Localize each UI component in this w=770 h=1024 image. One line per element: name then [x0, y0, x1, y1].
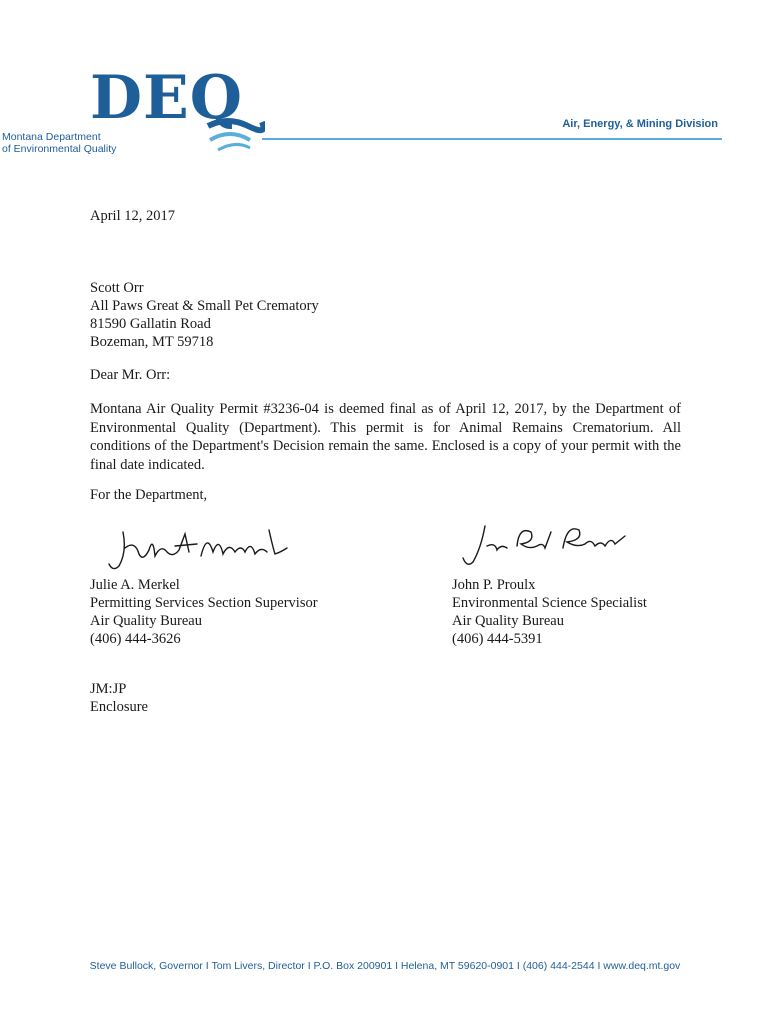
signatory-1-name: Julie A. Merkel: [90, 577, 180, 593]
enclosure-note: Enclosure: [90, 699, 148, 715]
recipient-name: Scott Orr: [90, 280, 144, 296]
signatory-2-title: Environmental Science Specialist: [452, 595, 647, 611]
signatory-block-1: [90, 576, 318, 648]
logo-line-1: Montana Department: [2, 131, 101, 143]
signatory-1-bureau: Air Quality Bureau: [90, 613, 202, 629]
recipient-street: 81590 Gallatin Road: [90, 316, 211, 332]
signatory-2-name: John P. Proulx: [452, 577, 536, 593]
recipient-city: Bozeman, MT 59718: [90, 334, 214, 350]
division-label: Air, Energy, & Mining Division: [562, 118, 718, 130]
header-rule: [262, 138, 722, 140]
closing: For the Department,: [90, 487, 208, 503]
signatory-2-bureau: Air Quality Bureau: [452, 613, 564, 629]
logo-line-2: of Environmental Quality: [2, 143, 117, 155]
signatory-1-title: Permitting Services Section Supervisor: [90, 595, 318, 611]
logo-subtitle: [2, 131, 116, 155]
letter-body: Montana Air Quality Permit #3236-04 is deemed final as of April 12, 2017, by the Department of Environmental Quality (Department). This permit is for Animal Remains Crematorium. All conditions of the Department's Decision remain the same. Enclosed is a copy of your permit with the final date indicated.: [90, 401, 681, 473]
signatory-2-phone: (406) 444-5391: [452, 631, 543, 647]
signatory-1-phone: (406) 444-3626: [90, 631, 181, 647]
footer-contact: Steve Bullock, Governor I Tom Livers, Director I P.O. Box 200901 I Helena, MT 59620-0901 I (406) 444-2544 I www.deq.mt.gov: [89, 960, 681, 972]
letter-date: April 12, 2017: [90, 208, 175, 224]
signature-julie-merkel: [105, 522, 295, 572]
salutation: Dear Mr. Orr:: [90, 367, 171, 383]
logo-letters: DEQ: [90, 63, 244, 133]
recipient-company: All Paws Great & Small Pet Crematory: [90, 298, 319, 314]
recipient-address: [90, 279, 319, 351]
signatory-block-2: [452, 576, 647, 648]
initials: JM:JP: [90, 681, 127, 697]
signature-john-proulx: [455, 518, 635, 568]
